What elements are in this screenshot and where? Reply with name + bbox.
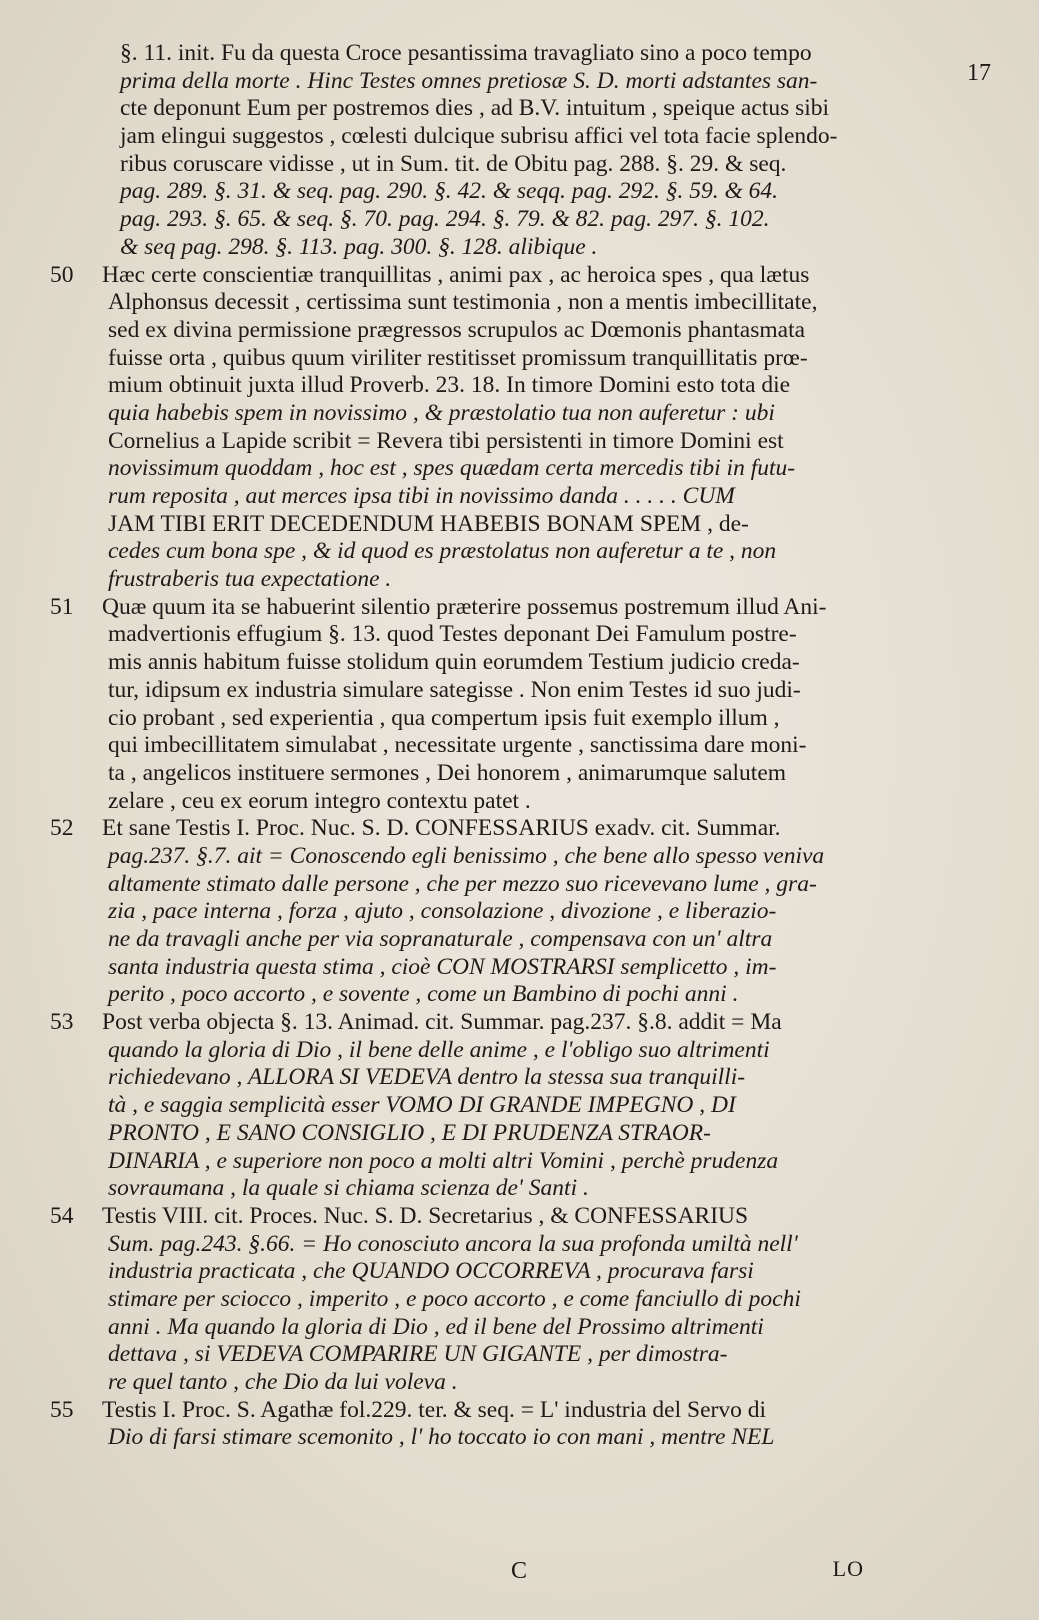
text-line: sed ex divina permissione prægressos scrupulos ac Dœmonis phantasmata (108, 316, 806, 343)
text-line: jam elingui suggestos , cœlesti dulcique subrisu affici vel tota facie splendo- (120, 123, 838, 150)
text-line: prima della morte . Hinc Testes omnes pretiosæ S. D. morti adstantes san- (120, 67, 818, 94)
paragraph-52 (50, 815, 995, 1009)
text-line: perito , poco accorto , e sovente , come un Bambino di pochi anni . (108, 981, 739, 1008)
text-line: §. 11. init. Fu da questa Croce pesantissima travagliato sino a poco tempo (120, 40, 812, 66)
text-line: dettava , si VEDEVA COMPARIRE UN GIGANTE , per dimostra- (108, 1341, 728, 1368)
page-number: 17 (967, 60, 991, 86)
line-text: Hæc certe conscientiæ tranquillitas , animi pax , ac heroica spes , qua lætus (102, 261, 810, 288)
text-line: madvertionis effugium §. 13. quod Testes deponant Dei Famulum postre- (108, 621, 797, 648)
paragraph-number: 52 (50, 815, 74, 842)
paragraph-continuation (50, 40, 995, 262)
paragraph-number: 51 (50, 593, 74, 620)
text-line: pag. 289. §. 31. & seq. pag. 290. §. 42. & seqq. pag. 292. §. 59. & 64. (120, 178, 778, 205)
text-line: tà , e saggia semplicità esser VOMO DI GRANDE IMPEGNO , DI (108, 1092, 736, 1119)
paragraph-55 (50, 1397, 995, 1452)
paragraph-54 (50, 1203, 995, 1397)
text-line: anni . Ma quando la gloria di Dio , ed il bene del Prossimo altrimenti (108, 1313, 764, 1340)
text-line: pag. 293. §. 65. & seq. §. 70. pag. 294. §. 79. & 82. pag. 297. §. 102. (120, 206, 770, 233)
text-line (50, 262, 995, 290)
text-line: ne da travagli anche per via sopranaturale , compensava con un' altra (108, 926, 773, 952)
text-line: sovraumana , la quale si chiama scienza de' Santi . (108, 1175, 589, 1202)
text-line: JAM TIBI ERIT DECEDENDUM HABEBIS BONAM SPEM , de- (108, 510, 749, 537)
paragraph-number: 53 (50, 1009, 74, 1036)
line-text: Et sane Testis I. Proc. Nuc. S. D. CONFESSARIUS exadv. cit. Summar. (102, 815, 781, 842)
text-line: mium obtinuit juxta illud Proverb. 23. 18. In timore Domini esto tota die (108, 372, 791, 399)
catchword: LO (832, 1556, 864, 1581)
text-line: cedes cum bona spe , & id quod es præstolatus non auferetur a te , non (108, 538, 777, 565)
paragraph-51 (50, 594, 995, 816)
text-line: fuisse orta , quibus quum viriliter restitisset promissum tranquillitatis prœ- (108, 344, 808, 371)
text-line (50, 1009, 995, 1037)
line-text: Testis VIII. cit. Proces. Nuc. S. D. Secretarius , & CONFESSARIUS (102, 1202, 749, 1229)
text-line (50, 594, 995, 622)
text-line: Cornelius a Lapide scribit = Revera tibi persistenti in timore Domini est (108, 427, 784, 454)
line-text: Testis I. Proc. S. Agathæ fol.229. ter. & seq. = L' industria del Servo di (102, 1396, 766, 1423)
paragraph-number: 50 (50, 261, 74, 288)
paragraph-50 (50, 262, 995, 594)
text-line: tur, idipsum ex industria simulare sategisse . Non enim Testes id suo judi- (108, 676, 801, 703)
text-line: santa industria questa stima , cioè CON MOSTRARSI semplicetto , im- (108, 953, 777, 980)
text-line: mis annis habitum fuisse stolidum quin eorumdem Testium judicio creda- (108, 649, 800, 676)
paragraph-53 (50, 1009, 995, 1203)
text-line: & seq pag. 298. §. 113. pag. 300. §. 128. alibique . (120, 233, 598, 260)
text-line: stimare per sciocco , imperito , e poco accorto , e come fanciullo di pochi (108, 1285, 801, 1312)
text-line: Alphonsus decessit , certissima sunt testimonia , non a mentis imbecillitate, (108, 289, 818, 316)
text-line: qui imbecillitatem simulabat , necessitate urgente , sanctissima dare moni- (108, 732, 807, 759)
text-line: frustraberis tua expectatione . (108, 566, 392, 593)
text-line: novissimum quoddam , hoc est , spes quædam certa mercedis tibi in futu- (108, 455, 796, 482)
text-line: zelare , ceu ex eorum integro contextu patet . (108, 787, 531, 814)
text-line (50, 815, 995, 843)
text-block (50, 40, 995, 1452)
text-line: re quel tanto , che Dio da lui voleva . (108, 1369, 458, 1395)
text-line: richiedevano , ALLORA SI VEDEVA dentro la stessa sua tranquilli- (108, 1064, 746, 1091)
text-line: pag.237. §.7. ait = Conoscendo egli benissimo , che bene allo spesso veniva (108, 842, 825, 869)
text-line: ta , angelicos instituere sermones , Dei honorem , animarumque salutem (108, 759, 787, 786)
text-line: Dio di farsi stimare scemonito , l' ho toccato io con mani , mentre NEL (108, 1424, 775, 1451)
line-text: Post verba objecta §. 13. Animad. cit. Summar. pag.237. §.8. addit = Ma (102, 1009, 782, 1036)
text-line: cio probant , sed experientia , qua compertum ipsis fuit exemplo illum , (108, 704, 780, 731)
paragraph-number: 54 (50, 1202, 74, 1229)
text-line: rum reposita , aut merces ipsa tibi in novissimo danda . . . . . CUM (108, 483, 735, 509)
text-line (50, 1397, 995, 1425)
text-line: Sum. pag.243. §.66. = Ho conosciuto ancora la sua profonda umiltà nell' (108, 1230, 798, 1257)
text-line (50, 1203, 995, 1231)
text-line: quando la gloria di Dio , il bene delle anime , e l'obligo suo altrimenti (108, 1036, 770, 1063)
text-line: zia , pace interna , forza , ajuto , consolazione , divozione , e liberazio- (108, 898, 777, 925)
text-line: ribus coruscare vidisse , ut in Sum. tit. de Obitu pag. 288. §. 29. & seq. (120, 150, 787, 177)
line-text: Quæ quum ita se habuerint silentio præterire possemus postremum illud Ani- (102, 593, 827, 620)
text-line: altamente stimato dalle persone , che per mezzo suo ricevevano lume , gra- (108, 870, 817, 897)
text-line: industria practicata , che QUANDO OCCORREVA , procurava farsi (108, 1258, 754, 1285)
signature-mark: C (510, 1558, 528, 1584)
text-line: cte deponunt Eum per postremos dies , ad B.V. intuitum , speique actus sibi (120, 95, 830, 122)
text-line: quia habebis spem in novissimo , & præstolatio tua non auferetur : ubi (108, 399, 775, 426)
text-line: DINARIA , e superiore non poco a molti altri Vomini , perchè prudenza (108, 1147, 779, 1174)
paragraph-number: 55 (50, 1396, 74, 1423)
text-line: PRONTO , E SANO CONSIGLIO , E DI PRUDENZA STRAOR- (108, 1119, 711, 1146)
